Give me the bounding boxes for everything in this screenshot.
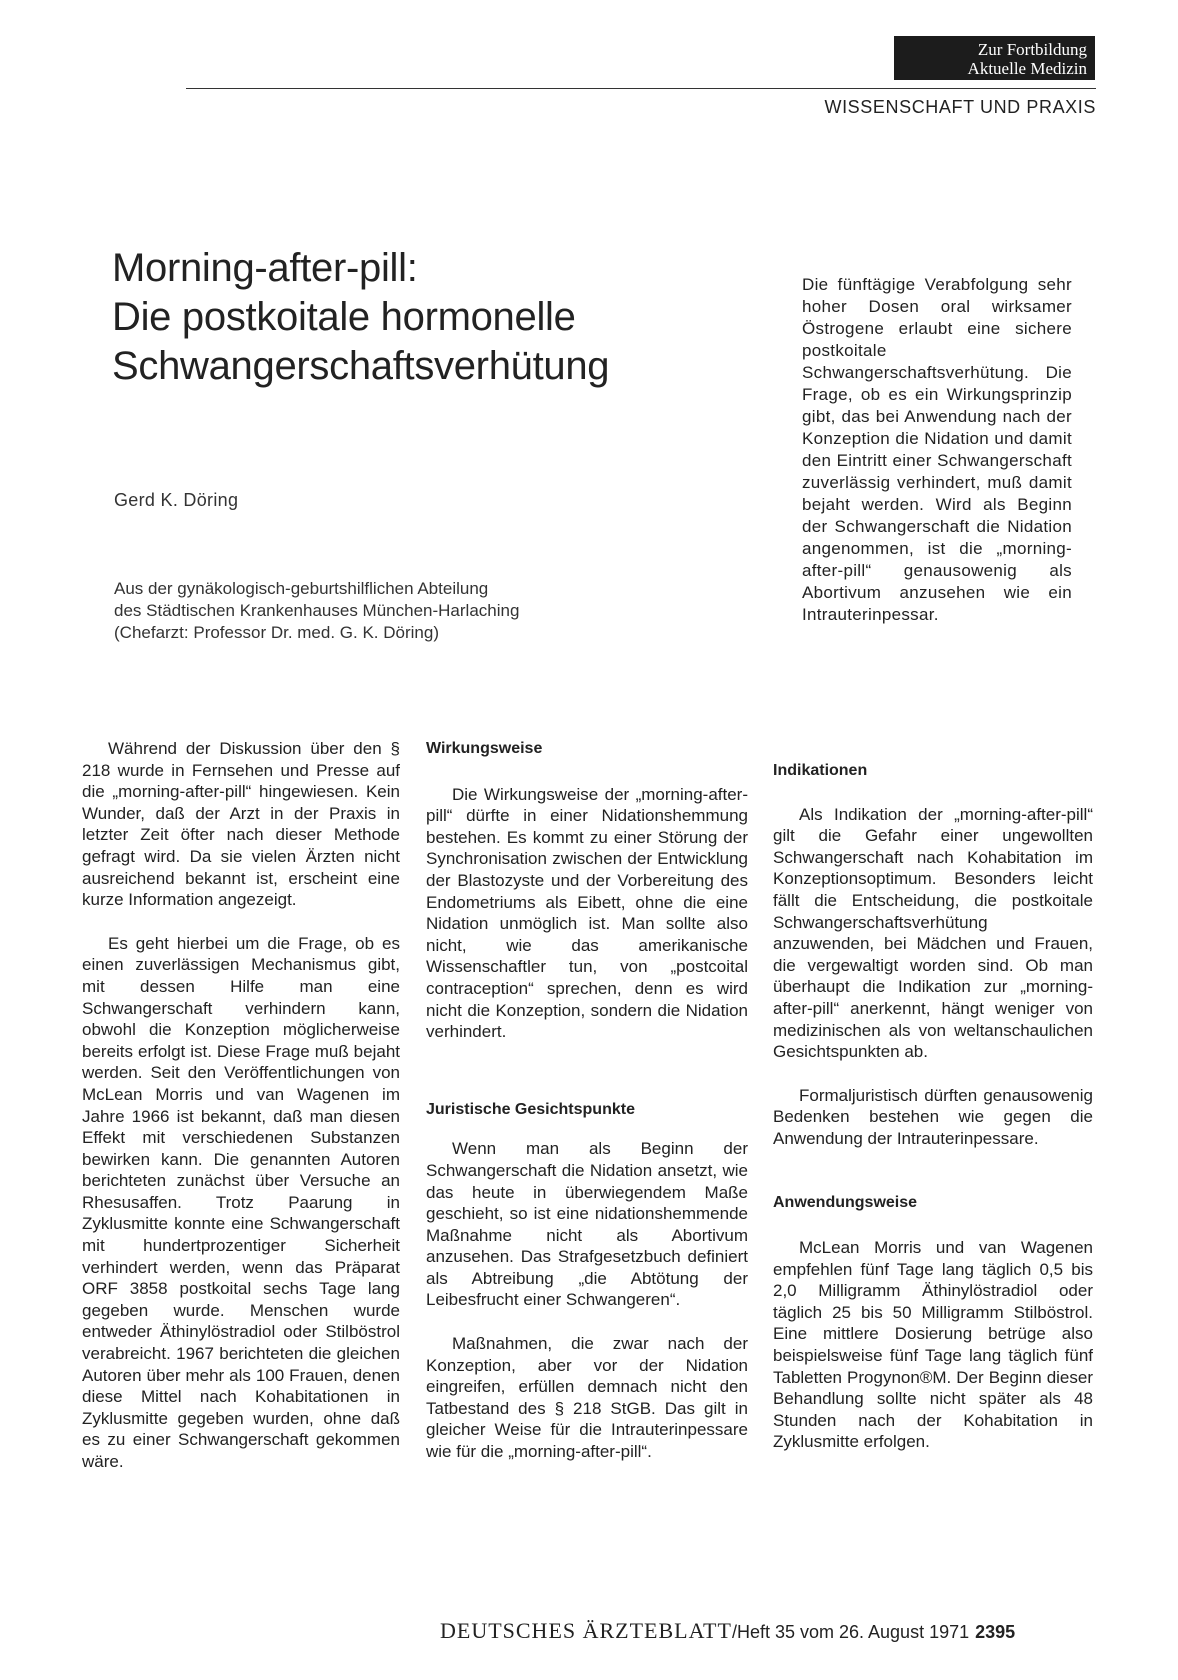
dosage-paragraph: McLean Morris und van Wagenen empfehlen fünf Tage lang täglich 0,5 bis 2,0 Milligramm Äthinylöstradiol oder täglich 25 bis 50 Milligramm Stilböstrol. Eine mittlere Dosierung betrüge also beispielsweise fünf Tage lang täglich fünf Tabletten Progynon®M. Der Beginn dieser Behandlung sollte nicht später als 48 Stunden nach der Kohabitation in Zyklusmitte erfolgen. xyxy=(773,1238,1093,1452)
title-line-3: Schwangerschaftsverhütung xyxy=(112,344,610,388)
mechanism-paragraph: Die Wirkungsweise der „morning-after-pill“ dürfte in einer Nidationshemmung bestehen. Es kommt zu einer Störung der Synchronisation zwischen der Entwicklung der Blastozyste und der Vorbereitung des Endometriums als Eibett, ohne die eine Nidation unmöglich ist. Man sollte also nicht, wie das amerikanische Wissenschaftler tun, von „postcoital contraception“ sprechen, denn es wird nicht die Konzeption, sondern die Nidation verhindert. xyxy=(426,784,748,1042)
issue-info: /Heft 35 vom 26. August 1971 xyxy=(731,1622,970,1642)
heading-anwendungsweise: Anwendungsweise xyxy=(773,1193,918,1211)
column-badge xyxy=(894,36,1095,80)
intro-paragraph: Während der Diskussion über den § 218 wurde in Fernsehen und Presse auf die „morning-after-pill“ hingewiesen. Kein Wunder, daß der Arzt in der Praxis in letzter Zeit öfter nach dieser Methode gefragt wird. Da sie vielen Ärzten nicht ausreichend bekannt ist, erscheint eine kurze Information angezeigt. xyxy=(82,739,400,910)
legal-paragraph-1: Wenn man als Beginn der Schwangerschaft die Nidation ansetzt, wie das heute in überwiegendem Maße geschieht, so ist eine nidationshemmende Maßnahme nicht als Abortivum anzusehen. Das Strafgesetzbuch definiert als Abtreibung „die Abtötung der Leibesfrucht einer Schwangeren“. xyxy=(426,1139,748,1310)
journal-name: DEUTSCHES ÄRZTEBLATT xyxy=(440,1618,732,1643)
badge-line-2: Aktuelle Medizin xyxy=(967,59,1087,78)
abstract: Die fünftägige Verabfolgung sehr hoher Dosen oral wirksamer Östrogene erlaubt eine sichere postkoitale Schwangerschaftsverhütung. Die Frage, ob es ein Wirkungsprinzip gibt, das bei Anwendung nach der Konzeption die Nidation und damit den Eintritt einer Schwangerschaft zuverlässig verhindert, muß damit bejaht werden. Wird als Beginn der Schwangerschaft die Nidation angenommen, ist die „morning-after-pill“ genausowenig als Abortivum anzusehen wie ein Intrauterinpessar. xyxy=(802,275,1072,624)
legal-paragraph-2: Maßnahmen, die zwar nach der Konzeption, aber vor der Nidation eingreifen, erfüllen demnach nicht den Tatbestand des § 218 StGB. Das gilt in gleicher Weise für die Intrauterinpessare wie für die „morning-after-pill“. xyxy=(426,1334,748,1462)
heading-wirkungsweise: Wirkungsweise xyxy=(426,740,543,757)
section-label: WISSENSCHAFT UND PRAXIS xyxy=(824,97,1096,117)
affiliation-line-3: (Chefarzt: Professor Dr. med. G. K. Döring) xyxy=(114,623,439,642)
page-footer xyxy=(440,1618,1100,1644)
article-title xyxy=(112,244,732,391)
affiliation xyxy=(114,578,674,644)
indication-paragraph: Als Indikation der „morning-after-pill“ gilt die Gefahr einer ungewollten Schwangerschaft nach Kohabitation im Konzeptionsoptimum. Besonders leicht fällt die Entscheidung, die postkoitale Schwangerschaftsverhütung anzuwenden, bei Mädchen und Frauen, die vergewaltigt worden sind. Ob man überhaupt die Indikation zur „morning-after-pill“ anerkennt, hängt weniger von medizinischen als von weltanschaulichen Gesichtspunkten ab. xyxy=(773,804,1093,1062)
body-column-3 xyxy=(773,760,1093,1453)
title-line-2: Die postkoitale hormonelle xyxy=(112,295,576,339)
body-column-1 xyxy=(82,738,400,1473)
heading-indikationen: Indikationen xyxy=(773,762,868,779)
legal-note-paragraph: Formaljuristisch dürften genausowenig Bedenken bestehen wie gegen die Anwendung der Intrauterinpessare. xyxy=(773,1085,1093,1148)
history-paragraph: Es geht hierbei um die Frage, ob es einen zuverlässigen Mechanismus gibt, mit dessen Hilfe man eine Schwangerschaft verhindern kann, obwohl die Konzeption möglicherweise bereits erfolgt ist. Diese Frage muß bejaht werden. Seit den Veröffentlichungen von McLean Morris und van Wagenen im Jahre 1966 ist bekannt, daß man diesen Effekt mit verschiedenen Substanzen bewirken kann. Die genannten Autoren berichteten zunächst über Versuche an Rhesusaffen. Trotz Paarung in Zyklusmitte konnte eine Schwangerschaft mit hundertprozentiger Sicherheit verhindert werden, wenn das Präparat ORF 3858 postkoital sechs Tage lang gegeben wurde. Menschen wurde entweder Äthinylöstradiol oder Stilböstrol verabreicht. 1967 berichteten die gleichen Autoren über mehr als 100 Frauen, denen diese Mittel nach Kohabitationen in Zyklusmitte gegeben wurden, ohne daß es zu einer Schwangerschaft gekommen wäre. xyxy=(82,933,400,1471)
author-name: Gerd K. Döring xyxy=(114,490,239,510)
page-number: 2395 xyxy=(975,1622,1016,1642)
body-column-2 xyxy=(426,738,748,1463)
affiliation-line-1: Aus der gynäkologisch-geburtshilflichen Abteilung xyxy=(114,579,489,598)
header-rule xyxy=(186,88,1096,89)
badge-line-1: Zur Fortbildung xyxy=(977,40,1087,59)
title-line-1: Morning-after-pill: xyxy=(112,246,418,290)
affiliation-line-2: des Städtischen Krankenhauses München-Harlaching xyxy=(114,601,520,620)
heading-juristische: Juristische Gesichtspunkte xyxy=(426,1100,635,1118)
